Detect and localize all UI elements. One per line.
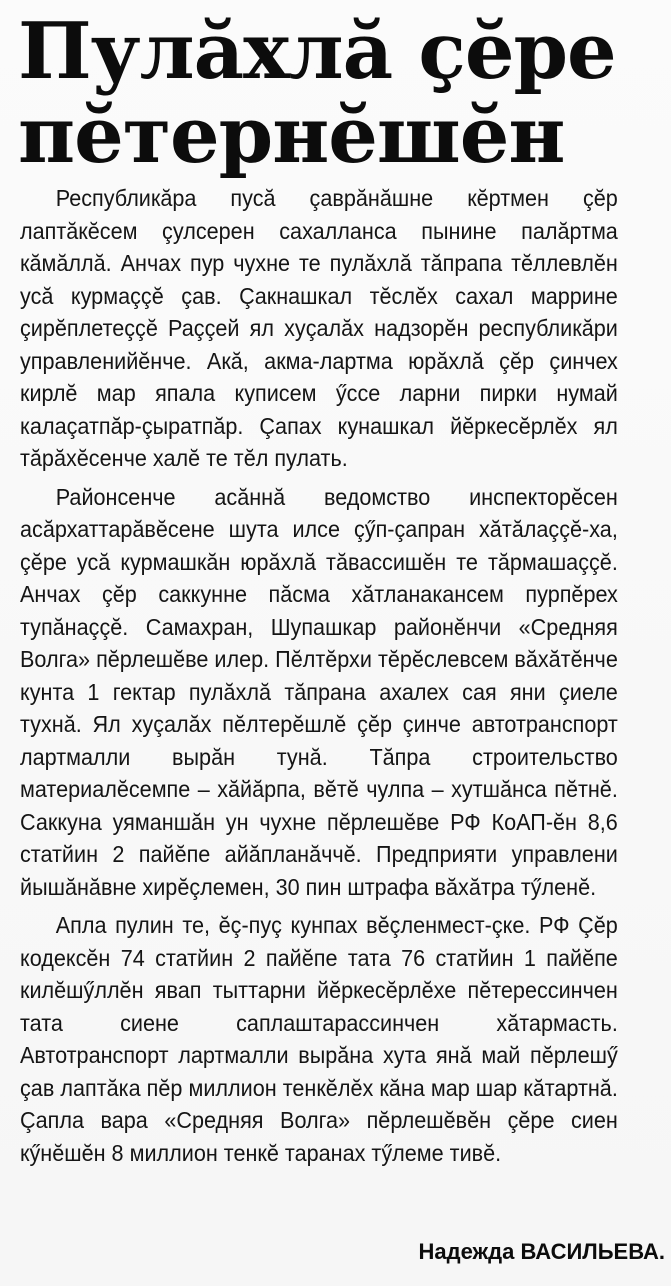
headline-line-2: пĕтернĕшĕн: [18, 90, 565, 181]
article-paragraph-1: Республикăра пусă çаврăнăшне кĕртмен çĕр лаптăкĕсем çулсерен сахалланса пынине палăртма кăмăллă. Анчах пур чухне те пулăхлă тăпрапа тĕллевлĕн усă курмаççĕ çав. Çакнашкал тĕслĕх сахал маррине çирĕплетеççĕ Раççей ял хуçалăх надзорĕн республикăри управленийĕнче. Акă, акма-лартма юрăхлă çĕр çинчех кирлĕ мар япала куписем ӳссе ларни пирки нумай калаçатпăр-çыратпăр. Çапах кунашкал йĕркесĕрлĕх ял тăрăхĕсенче халĕ те тĕл пулать.: [20, 185, 618, 471]
article-headline: [18, 6, 658, 181]
article-paragraph-2: Районсенче асăннă ведомство инспекторĕсен асăрхаттарăвĕсене шута илсе çӳп-çапран хăтăлаççĕ-ха, çĕре усă курмашкăн юрăхлă тăвассишĕн те тăрмашаççĕ. Анчах çĕр саккунне пăсма хăтланакансем пурпĕрех тупăнаççĕ. Самахран, Шупашкар районĕнчи «Средняя Волга» пĕрлешĕве илер. Пĕлтĕрхи тĕрĕслевсем вăхăтĕнче кунта 1 гектар пулăхлă тăпрана ахалех сая яни çиеле тухнă. Ял хуçалăх пĕлтерĕшлĕ çĕр çинче автотранспорт лартмалли вырăн тунă. Тăпра строительство материалĕсемпе – хăйăрпа, вĕтĕ чулпа – хутшăнса пĕтнĕ. Саккуна уяманшăн ун чухне пĕрлешĕве РФ КоАП-ĕн 8,6 статйин 2 пайĕпе айăпланăччĕ. Предприяти управлени йышăнăвне хирĕçлемен, 30 пин штрафа вăхăтра тӳленĕ.: [20, 483, 618, 900]
article-author: Надежда ВАСИЛЬЕВА.: [418, 1239, 665, 1264]
article-paragraph-3: Апла пулин те, ĕç-пуç кунпах вĕçленмест-çке. РФ Çĕр кодексĕн 74 статйин 2 пайĕпе тата 76 статйин 1 пайĕпе килĕшӳллĕн явап тыттарни йĕркесĕрлĕхе пĕтерессинчен тата сиене саплаштарассинчен хăтармасть. Автотранспорт лартмалли вырăна хута янă май пĕрлешӳ çав лаптăка пĕр миллион тенкĕлĕх кăна мар шар кăтартнă. Çапла вара «Средняя Волга» пĕрлешĕвĕн çĕре сиен кӳнĕшĕн 8 миллион тенкĕ таранах тӳлеме тивĕ.: [20, 912, 618, 1166]
headline-line-1: Пулăхлă çĕре: [18, 6, 616, 97]
article-body: [20, 182, 618, 1175]
